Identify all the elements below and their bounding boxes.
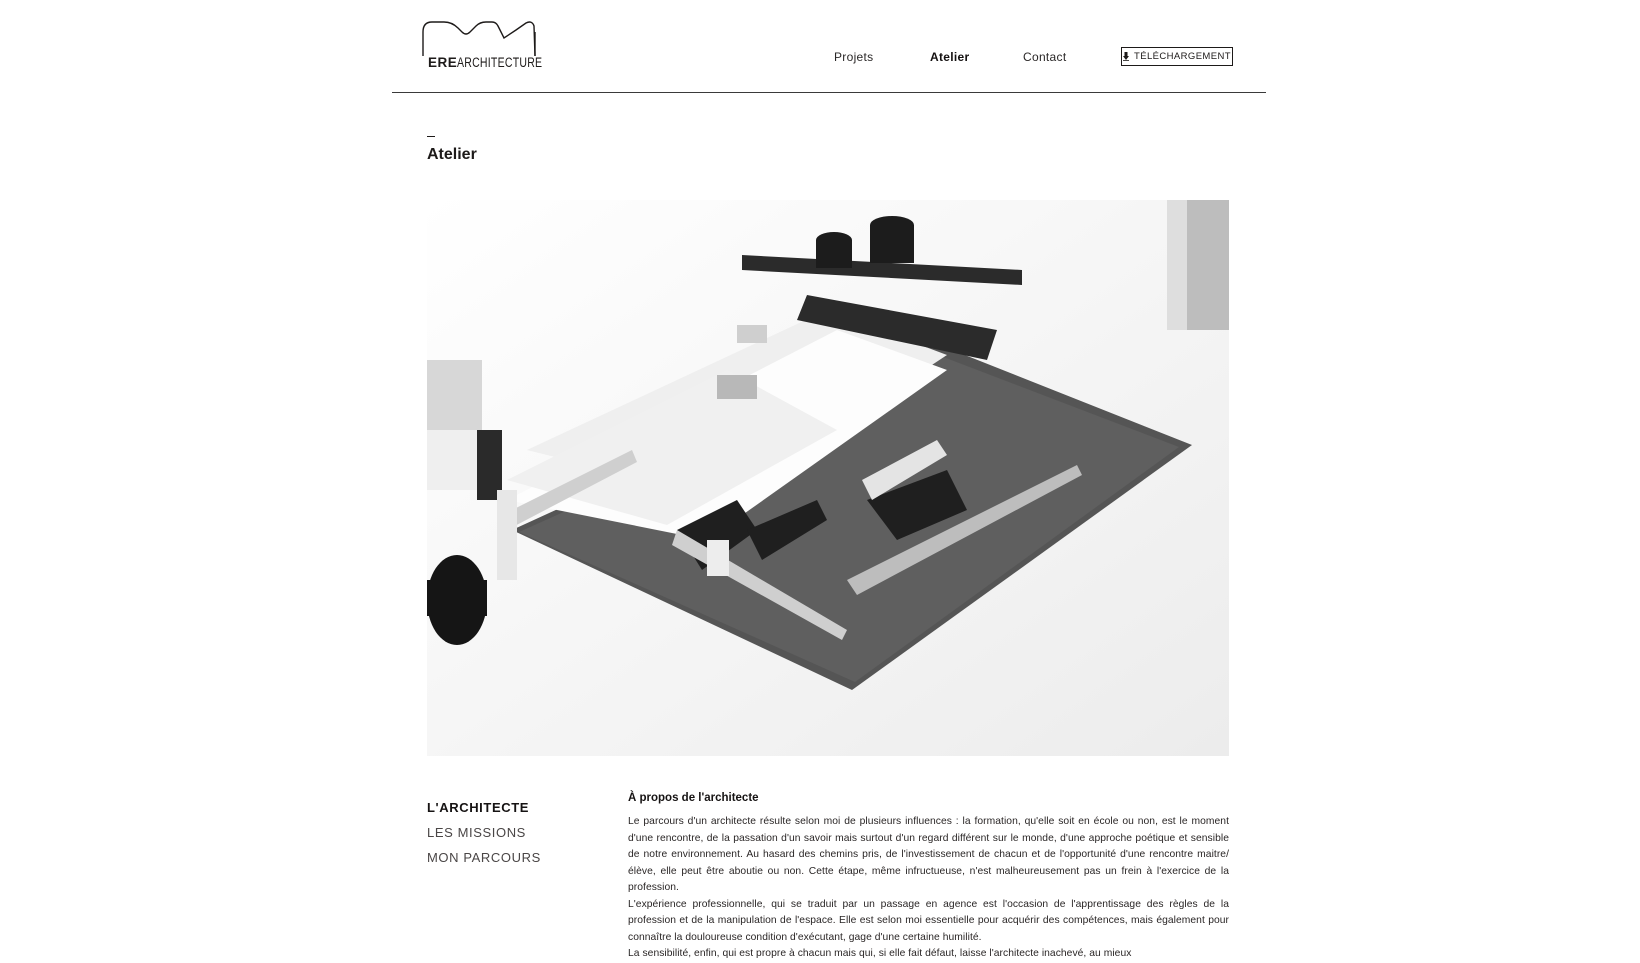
article-paragraph: Le parcours d'un architecte résulte selon moi de plusieurs influences : la formation, qu'elle soit en école ou non, est le moment d'une rencontre, de la passation d'un savoir mais surtout d'un regard différent sur le monde, d'une approche poétique et sensible de notre environnement. Au hasard des chemins pris, de l'investissement de chacun et de l'opportunité d'une rencontre maitre/élève, elle peut être aboutie ou non. Cette étape, même infructueuse, n'est malheureusement pas un frein à l'exercice de la profession. <box>628 816 1229 893</box>
logo-wordmark <box>428 55 567 70</box>
download-icon <box>1123 52 1129 61</box>
title-dash <box>427 136 435 137</box>
side-item-architecte[interactable]: L'ARCHITECTE <box>427 800 530 815</box>
about-side-nav <box>427 800 541 875</box>
logo-roof-outline-icon <box>422 18 546 58</box>
about-article <box>628 792 1229 963</box>
nav-contact[interactable]: Contact <box>1023 50 1067 64</box>
logo-light-text: ARCHITECTURE <box>457 55 543 70</box>
logo-bold-text: ERE <box>428 55 458 70</box>
article-paragraph: L'expérience professionnelle, qui se traduit par un passage en agence est l'occasion de l'apprentissage des règles de la profession et de la manipulation de l'espace. Elle est selon moi essentielle pour acquérir des compétences, mais également pour connaître la douloureuse condition d'exécutant, gage d'une certaine humilité. <box>628 898 1229 943</box>
side-item-missions[interactable]: LES MISSIONS <box>427 825 526 840</box>
download-button[interactable] <box>1121 47 1233 66</box>
site-logo[interactable] <box>422 18 546 74</box>
download-label: TÉLÉCHARGEMENT <box>1134 51 1231 62</box>
nav-projets[interactable]: Projets <box>834 50 874 64</box>
atelier-photo <box>427 200 1229 756</box>
site-header <box>392 0 1266 93</box>
article-paragraph: La sensibilité, enfin, qui est propre à chacun mais qui, si elle fait défaut, laisse l'architecte inachevé, au mieux <box>628 948 1132 959</box>
side-item-parcours[interactable]: MON PARCOURS <box>427 850 541 865</box>
nav-atelier[interactable]: Atelier <box>930 50 970 64</box>
article-heading: À propos de l'architecte <box>628 792 759 804</box>
page-title: Atelier <box>427 146 477 163</box>
